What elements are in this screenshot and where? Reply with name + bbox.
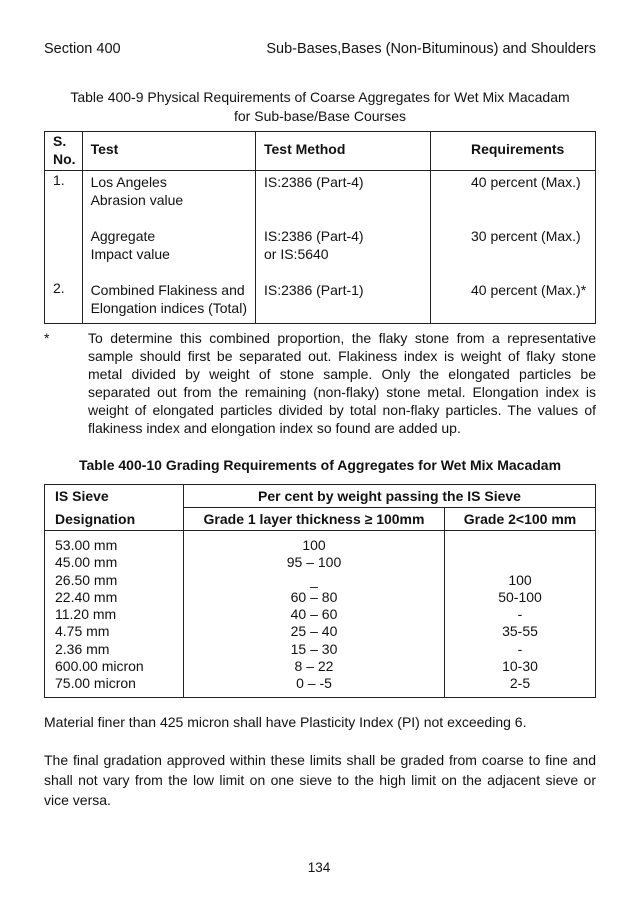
physical-requirements-table bbox=[44, 131, 596, 324]
grade2-value: 2-5 bbox=[509, 675, 531, 692]
cell-method bbox=[255, 225, 430, 279]
grade2-value: - bbox=[517, 640, 523, 657]
cell-test bbox=[82, 279, 255, 324]
grade2-value bbox=[455, 537, 585, 554]
sieve-value: 2.36 mm bbox=[55, 640, 110, 657]
gradation-paragraph: The final gradation approved within these limits shall be graded from coarse to fine and shall not vary from the low limit on one sieve to the high limit on the adjacent sieve or vice versa. bbox=[44, 752, 596, 808]
section-label: Section 400 bbox=[44, 41, 121, 57]
sieve-value: 45.00 mm bbox=[55, 554, 118, 571]
grade2-value: 100 bbox=[508, 571, 532, 588]
plasticity-paragraph: Material finer than 425 micron shall have Plasticity Index (PI) not exceeding 6. bbox=[44, 714, 527, 730]
sieve-column bbox=[45, 531, 184, 698]
table1-caption bbox=[44, 88, 596, 126]
cell-method bbox=[255, 279, 430, 324]
grade1-value: 95 – 100 bbox=[286, 554, 342, 571]
col-header-designation: Designation bbox=[45, 508, 184, 531]
col-header-grade2: Grade 2<100 mm bbox=[445, 508, 596, 531]
table-row bbox=[45, 225, 596, 279]
grade1-value: 40 – 60 bbox=[290, 606, 338, 623]
sieve-value: 53.00 mm bbox=[55, 537, 118, 553]
grade2-value: - bbox=[517, 606, 523, 623]
sieve-value: 4.75 mm bbox=[55, 623, 110, 640]
sieve-value: 22.40 mm bbox=[55, 588, 118, 605]
cell-test-line2: Impact value bbox=[90, 246, 170, 262]
col-header-percent-passing: Per cent by weight passing the IS Sieve bbox=[184, 485, 596, 508]
chapter-title: Sub-Bases,Bases (Non-Bituminous) and Shoulders bbox=[266, 41, 596, 57]
table-header-row bbox=[45, 485, 596, 508]
table1-caption-line2: for Sub-base/Base Courses bbox=[234, 108, 406, 124]
grade1-value: 60 – 80 bbox=[290, 588, 338, 605]
col-header-test: Test bbox=[82, 132, 255, 171]
grading-requirements-table bbox=[44, 484, 596, 698]
cell-test-line2: Elongation indices (Total) bbox=[90, 300, 247, 316]
grade1-value: _ bbox=[310, 571, 318, 588]
table-header-row bbox=[45, 132, 596, 171]
table-subheader-row bbox=[45, 508, 596, 531]
cell-test bbox=[82, 171, 255, 226]
cell-test-line2: Abrasion value bbox=[90, 192, 184, 208]
cell-method-line1: IS:2386 (Part-1) bbox=[263, 282, 364, 298]
cell-sno: 1. bbox=[45, 171, 83, 226]
sieve-value: 11.20 mm bbox=[55, 606, 117, 623]
col-header-requirements: Requirements bbox=[430, 132, 595, 171]
cell-method-line1: IS:2386 (Part-4) bbox=[263, 228, 364, 244]
col-header-sno-1: S. bbox=[53, 133, 67, 149]
cell-test-line1: Combined Flakiness and bbox=[90, 282, 245, 298]
grade1-value: 15 – 30 bbox=[290, 640, 338, 657]
cell-test bbox=[82, 225, 255, 279]
grade2-value: 10-30 bbox=[502, 658, 538, 675]
grade1-value: 0 – -5 bbox=[296, 675, 332, 692]
grade2-value bbox=[455, 554, 585, 571]
cell-sno: 2. bbox=[45, 279, 83, 324]
cell-method bbox=[255, 171, 430, 226]
grade1-column bbox=[184, 531, 445, 698]
cell-requirement: 30 percent (Max.) bbox=[430, 225, 595, 279]
cell-requirement: 40 percent (Max.) bbox=[430, 171, 595, 226]
footnote-text: To determine this combined proportion, the flaky stone from a representative sample should first be separated out. Flakiness index is weight of flaky stone metal divided by weight of stone sample. Only the elongated particles be separated out from the remaining (non-flaky) stone metal. Elongation index is weight of elongated particles divided by total non-flaky particles. The values of flakiness index and elongation index so found are added up. bbox=[88, 330, 596, 436]
table-row bbox=[45, 279, 596, 324]
grade2-value: 50-100 bbox=[498, 588, 542, 605]
col-header-sieve: IS Sieve bbox=[45, 485, 184, 508]
grade2-value: 35-55 bbox=[502, 623, 538, 640]
cell-method-line1: IS:2386 (Part-4) bbox=[263, 174, 364, 190]
cell-test-line1: Aggregate bbox=[90, 228, 156, 244]
table1-caption-line1: Table 400-9 Physical Requirements of Coarse Aggregates for Wet Mix Macadam bbox=[70, 89, 570, 105]
table-body-row bbox=[45, 531, 596, 698]
col-header-sno bbox=[45, 132, 83, 171]
cell-requirement: 40 percent (Max.)* bbox=[430, 279, 595, 324]
grade1-value: 25 – 40 bbox=[290, 623, 338, 640]
table2-caption: Table 400-10 Grading Requirements of Aggregates for Wet Mix Macadam bbox=[78, 457, 562, 473]
col-header-method: Test Method bbox=[255, 132, 430, 171]
col-header-sno-2: No. bbox=[53, 151, 76, 167]
sieve-value: 600.00 micron bbox=[55, 658, 144, 675]
cell-sno bbox=[45, 225, 83, 279]
sieve-value: 75.00 micron bbox=[55, 675, 136, 692]
grade1-value: 100 bbox=[302, 537, 326, 553]
cell-test-line1: Los Angeles bbox=[90, 174, 167, 190]
grade2-column bbox=[445, 531, 596, 698]
col-header-grade1: Grade 1 layer thickness ≥ 100mm bbox=[184, 508, 445, 531]
table-row bbox=[45, 171, 596, 226]
footnote-mark: * bbox=[44, 330, 50, 346]
cell-method-line2: or IS:5640 bbox=[263, 246, 329, 262]
page-number: 134 bbox=[307, 860, 331, 875]
grade1-value: 8 – 22 bbox=[294, 658, 334, 675]
sieve-value: 26.50 mm bbox=[55, 571, 118, 588]
